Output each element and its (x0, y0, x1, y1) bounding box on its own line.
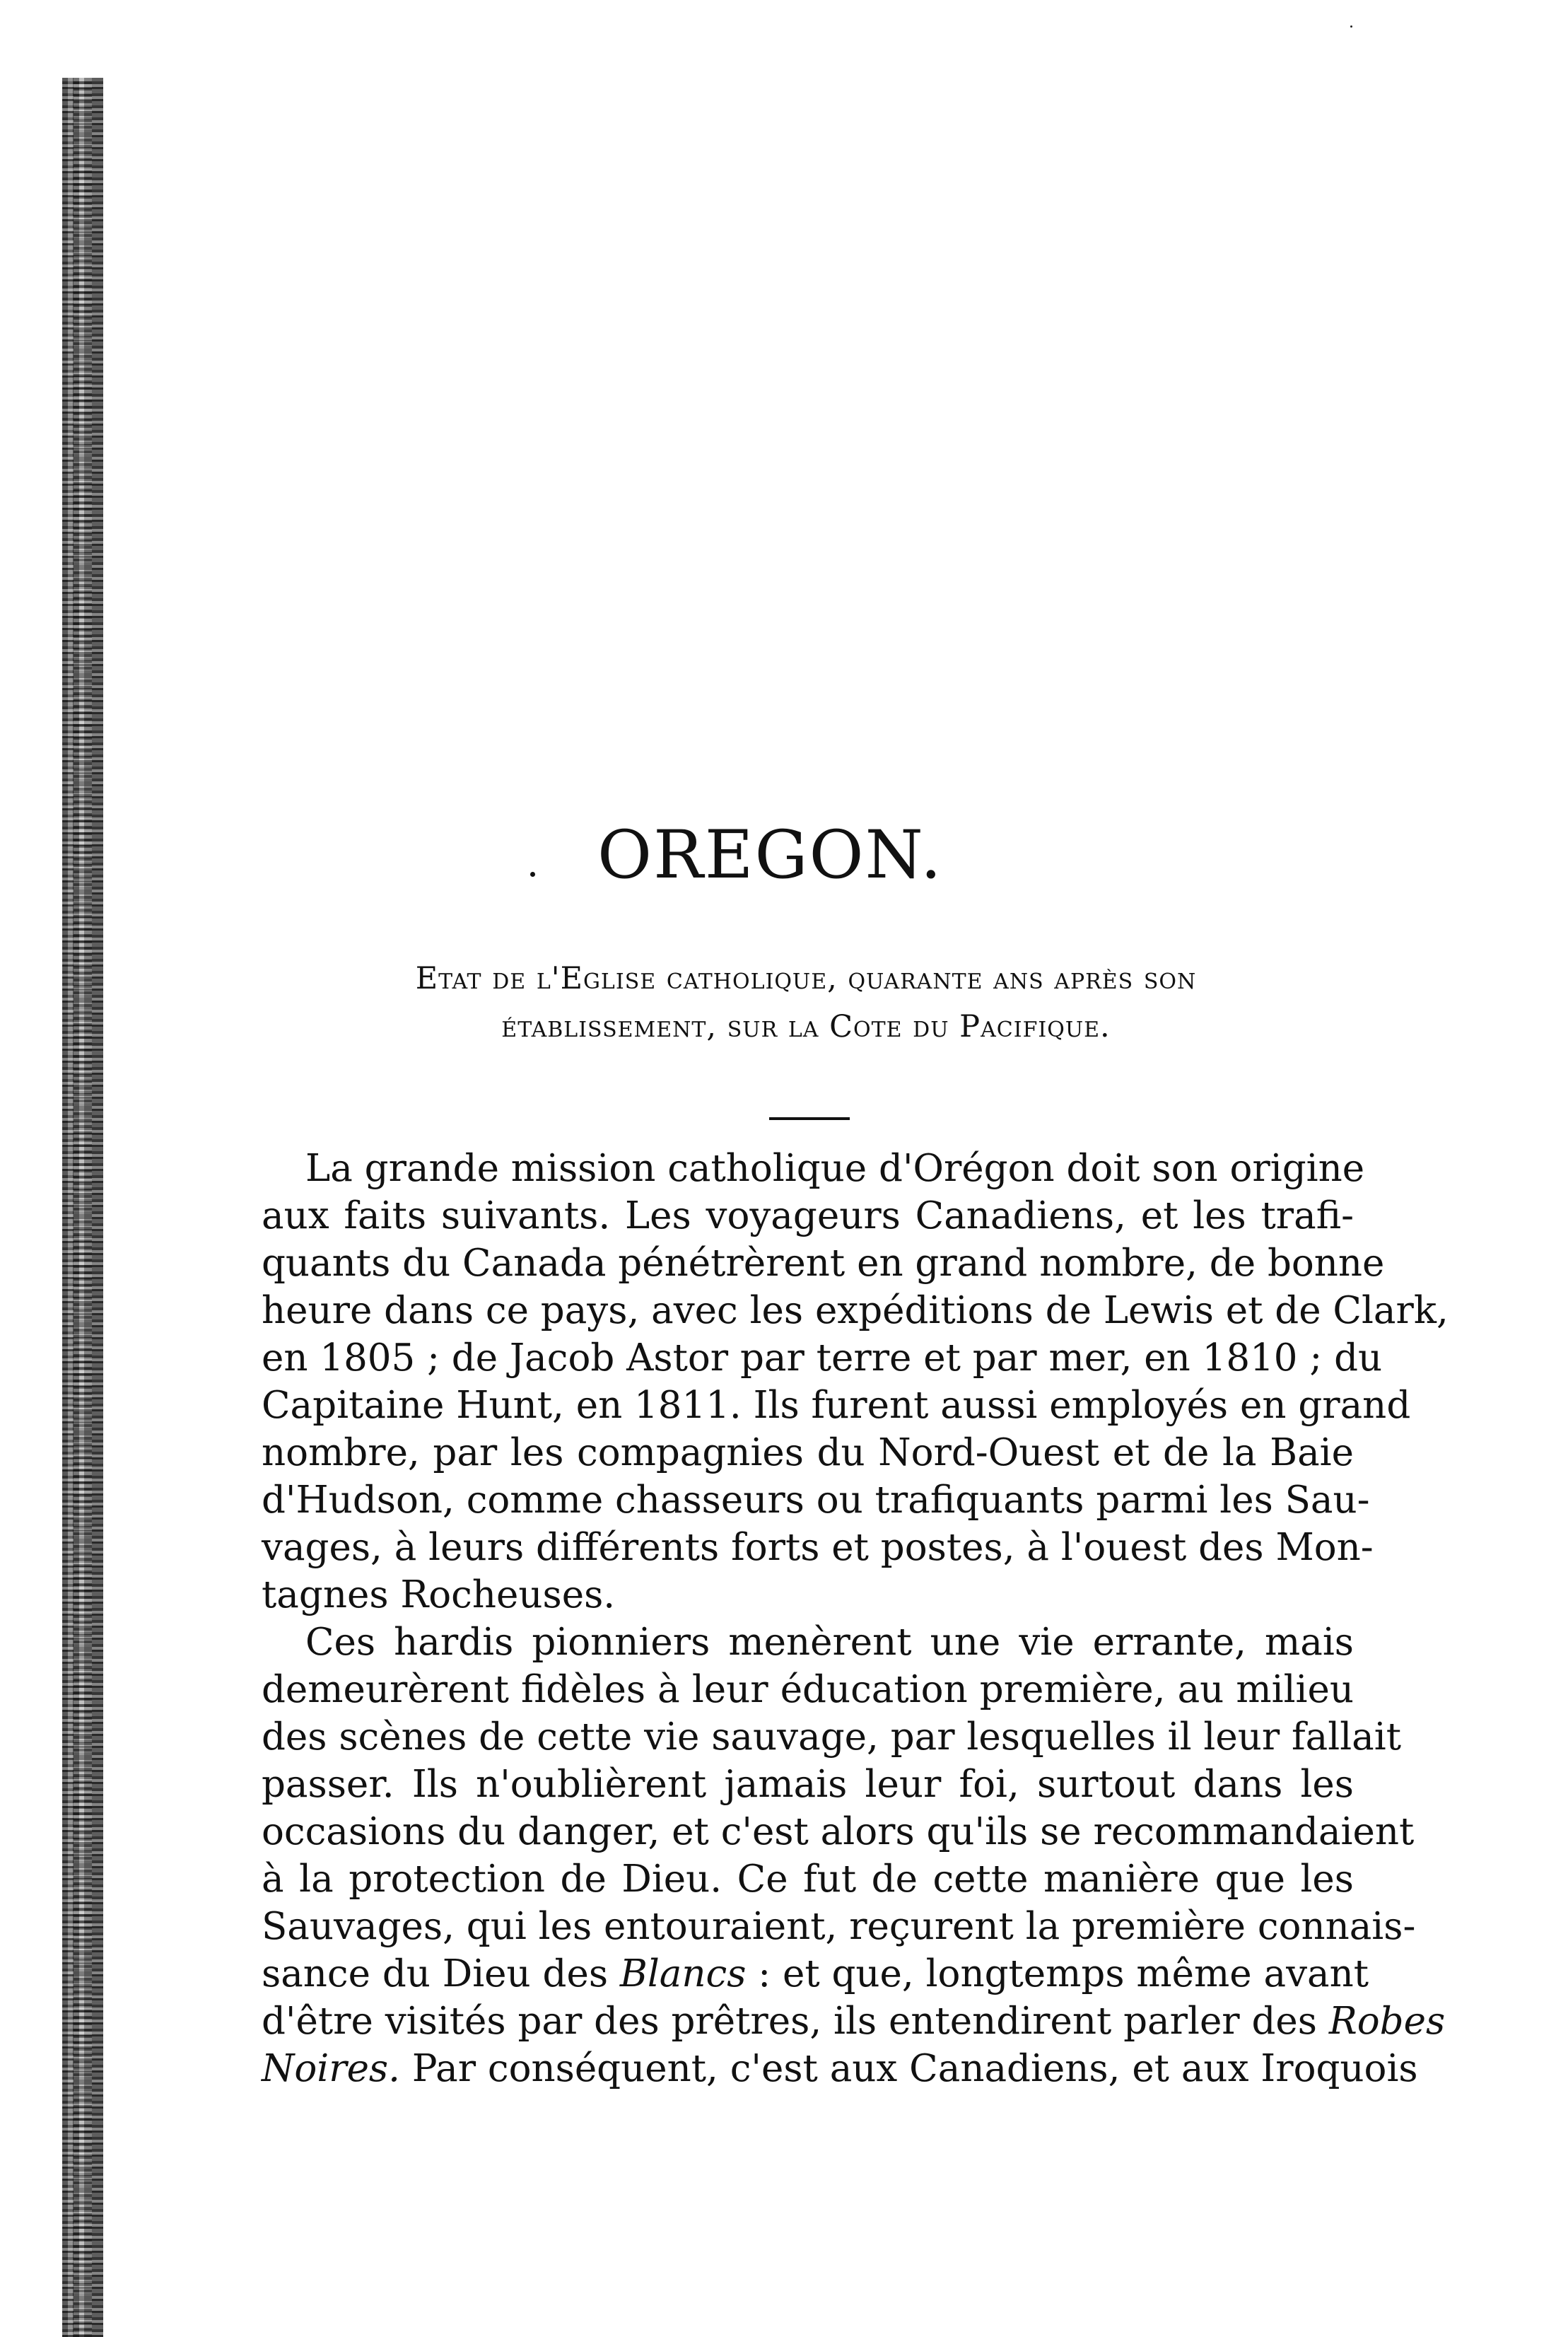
paragraph-1-line-1: La grande mission catholique d'Orégon doit son origine (305, 1147, 1365, 1190)
paragraph-1-line-3: quants du Canada pénétrèrent en grand nombre, de bonne (262, 1242, 1385, 1285)
page-title: OREGON. (597, 817, 943, 894)
paragraph-2-line-9 (262, 1998, 1446, 2045)
paragraph-2-line-5: occasions du danger, et c'est alors qu'ils se recommandaient (262, 1810, 1415, 1853)
title-ornament-dot (530, 872, 535, 877)
chapter-subtitle (254, 955, 1357, 1051)
paragraph-2-line-4: passer. Ils n'oublièrent jamais leur foi, surtout dans les (262, 1763, 1354, 1806)
italic-noires: Noires. (262, 2047, 400, 2090)
section-separator (769, 1117, 850, 1120)
paragraph-2-line-3: des scènes de cette vie sauvage, par lesquelles il leur fallait (262, 1715, 1401, 1759)
paragraph-1-line-6: Capitaine Hunt, en 1811. Ils furent aussi employés en grand (262, 1384, 1411, 1427)
paragraph-2-line-1: Ces hardis pionniers menèrent une vie errante, mais (305, 1621, 1354, 1664)
paragraph-2-line-2: demeurèrent fidèles à leur éducation première, au milieu (262, 1668, 1354, 1711)
print-speck (1350, 25, 1352, 28)
paragraph-2-line-7: Sauvages, qui les entouraient, reçurent la première connais- (262, 1905, 1416, 1948)
subtitle-line-2: établissement, sur la Cote du Pacifique. (501, 1009, 1111, 1044)
italic-blancs: Blancs (619, 1952, 747, 1995)
paragraph-2-line-10 (262, 2045, 1418, 2092)
paragraph-1-line-10: tagnes Rocheuses. (262, 1573, 616, 1616)
paragraph-1-line-5: en 1805 ; de Jacob Astor par terre et par mer, en 1810 ; du (262, 1336, 1383, 1380)
paragraph-1-line-7: nombre, par les compagnies du Nord-Ouest et de la Baie (262, 1431, 1354, 1474)
paragraph-1-line-4: heure dans ce pays, avec les expéditions de Lewis et de Clark, (262, 1289, 1449, 1332)
paragraph-2-line-9-start: d'être visités par des prêtres, ils entendirent parler des (262, 2000, 1317, 2043)
paragraph-1-line-9: vages, à leurs différents forts et postes, à l'ouest des Mon- (262, 1526, 1374, 1569)
subtitle-line-1: Etat de l'Eglise catholique, quarante ans après son (415, 961, 1197, 996)
paragraph-2-line-6: à la protection de Dieu. Ce fut de cette manière que les (262, 1858, 1354, 1901)
paragraph-2-line-8 (262, 1950, 1369, 1998)
page-binding-edge (62, 78, 103, 2337)
paragraph-2-line-8-start: sance du Dieu des (262, 1952, 609, 1995)
italic-robes: Robes (1328, 2000, 1446, 2043)
body-text (262, 1145, 1449, 2092)
paragraph-1-line-2: aux faits suivants. Les voyageurs Canadiens, et les trafi- (262, 1194, 1354, 1237)
paragraph-1-line-8: d'Hudson, comme chasseurs ou trafiquants parmi les Sau- (262, 1479, 1370, 1522)
paragraph-2-line-10-end: Par conséquent, c'est aux Canadiens, et aux Iroquois (399, 2047, 1418, 2090)
paragraph-2-line-8-end: : et que, longtemps même avant (746, 1952, 1369, 1995)
